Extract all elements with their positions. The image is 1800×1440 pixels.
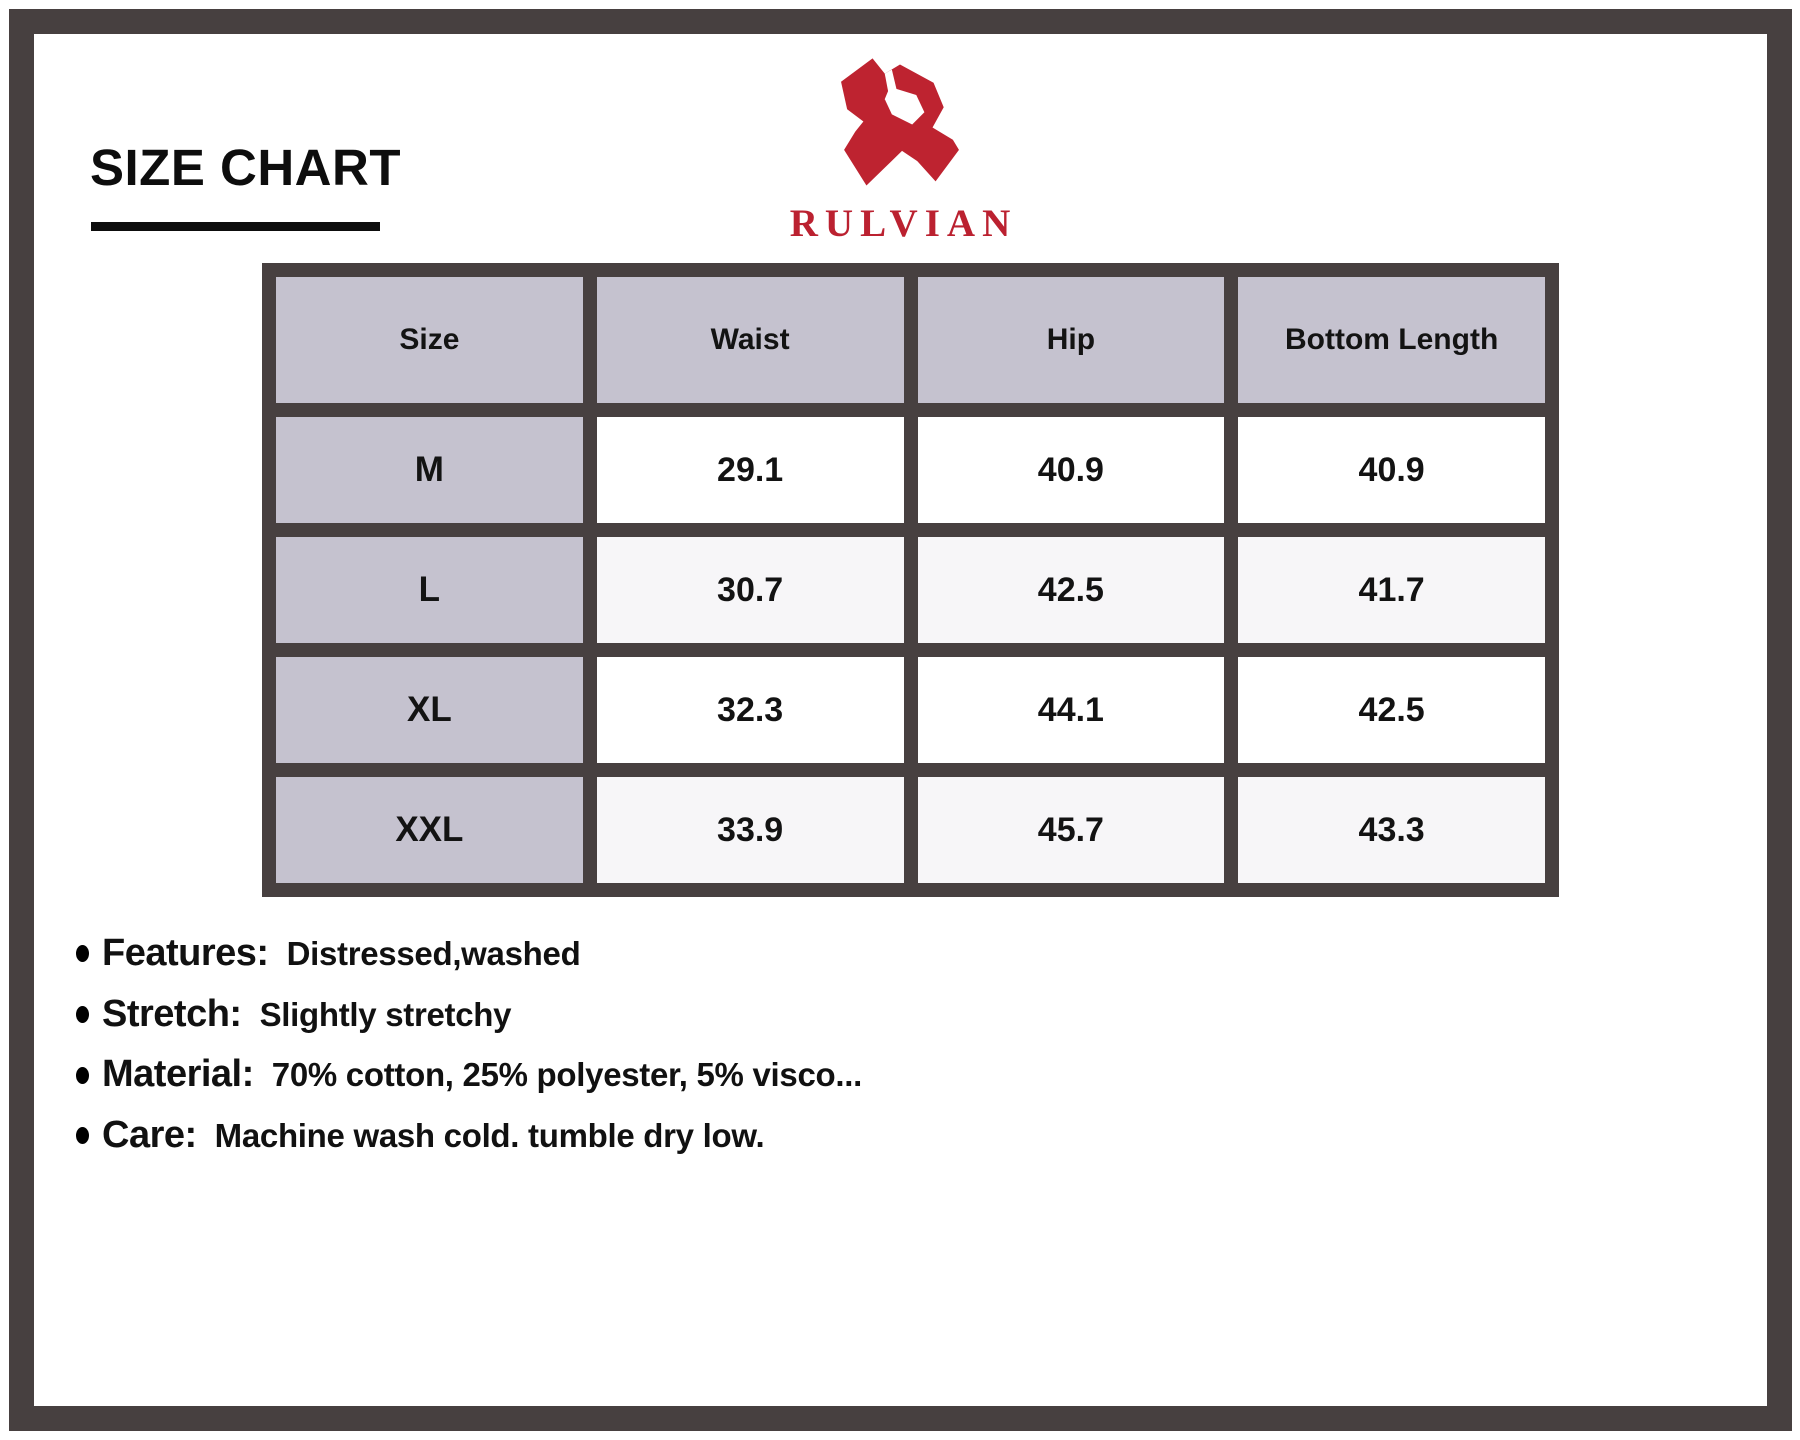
page-title: SIZE CHART — [90, 139, 401, 196]
rulvian-r-logo-icon — [839, 56, 961, 194]
detail-label: Material: — [102, 1053, 254, 1096]
detail-label: Stretch: — [102, 992, 242, 1035]
cell-hip-m: 40.9 — [918, 417, 1225, 523]
cell-bottom-length-l: 41.7 — [1238, 537, 1545, 643]
cell-size-xxl: XXL — [276, 777, 583, 883]
detail-label: Features: — [102, 932, 269, 974]
detail-value: 70% cotton, 25% polyester, 5% visco... — [271, 1056, 862, 1094]
detail-item-material — [76, 1053, 862, 1097]
details-list — [76, 932, 862, 1175]
bullet-icon — [76, 1067, 89, 1084]
cell-waist-l: 30.7 — [597, 537, 904, 643]
col-header-bottom-length: Bottom Length — [1238, 277, 1545, 403]
cell-hip-xxl: 45.7 — [918, 777, 1225, 883]
cell-size-l: L — [276, 537, 583, 643]
cell-waist-m: 29.1 — [597, 417, 904, 523]
bullet-icon — [76, 945, 89, 962]
cell-bottom-length-xl: 42.5 — [1238, 657, 1545, 763]
col-header-size: Size — [276, 277, 583, 403]
detail-item-stretch — [76, 993, 862, 1037]
bullet-icon — [76, 1006, 89, 1023]
brand-logo — [0, 56, 1800, 246]
col-header-waist: Waist — [597, 277, 904, 403]
detail-value: Distressed,washed — [286, 934, 581, 972]
detail-item-care — [76, 1114, 862, 1158]
cell-size-m: M — [276, 417, 583, 523]
detail-item-features — [76, 932, 862, 976]
detail-value: Machine wash cold. tumble dry low. — [214, 1116, 765, 1154]
detail-value: Slightly stretchy — [259, 995, 512, 1033]
cell-hip-xl: 44.1 — [918, 657, 1225, 763]
size-table — [262, 263, 1559, 897]
brand-wordmark: RULVIAN — [789, 202, 1018, 245]
bullet-icon — [76, 1127, 89, 1144]
cell-size-xl: XL — [276, 657, 583, 763]
col-header-hip: Hip — [918, 277, 1225, 403]
cell-bottom-length-xxl: 43.3 — [1238, 777, 1545, 883]
cell-hip-l: 42.5 — [918, 537, 1225, 643]
cell-bottom-length-m: 40.9 — [1238, 417, 1545, 523]
cell-waist-xl: 32.3 — [597, 657, 904, 763]
cell-waist-xxl: 33.9 — [597, 777, 904, 883]
detail-label: Care: — [102, 1114, 197, 1157]
